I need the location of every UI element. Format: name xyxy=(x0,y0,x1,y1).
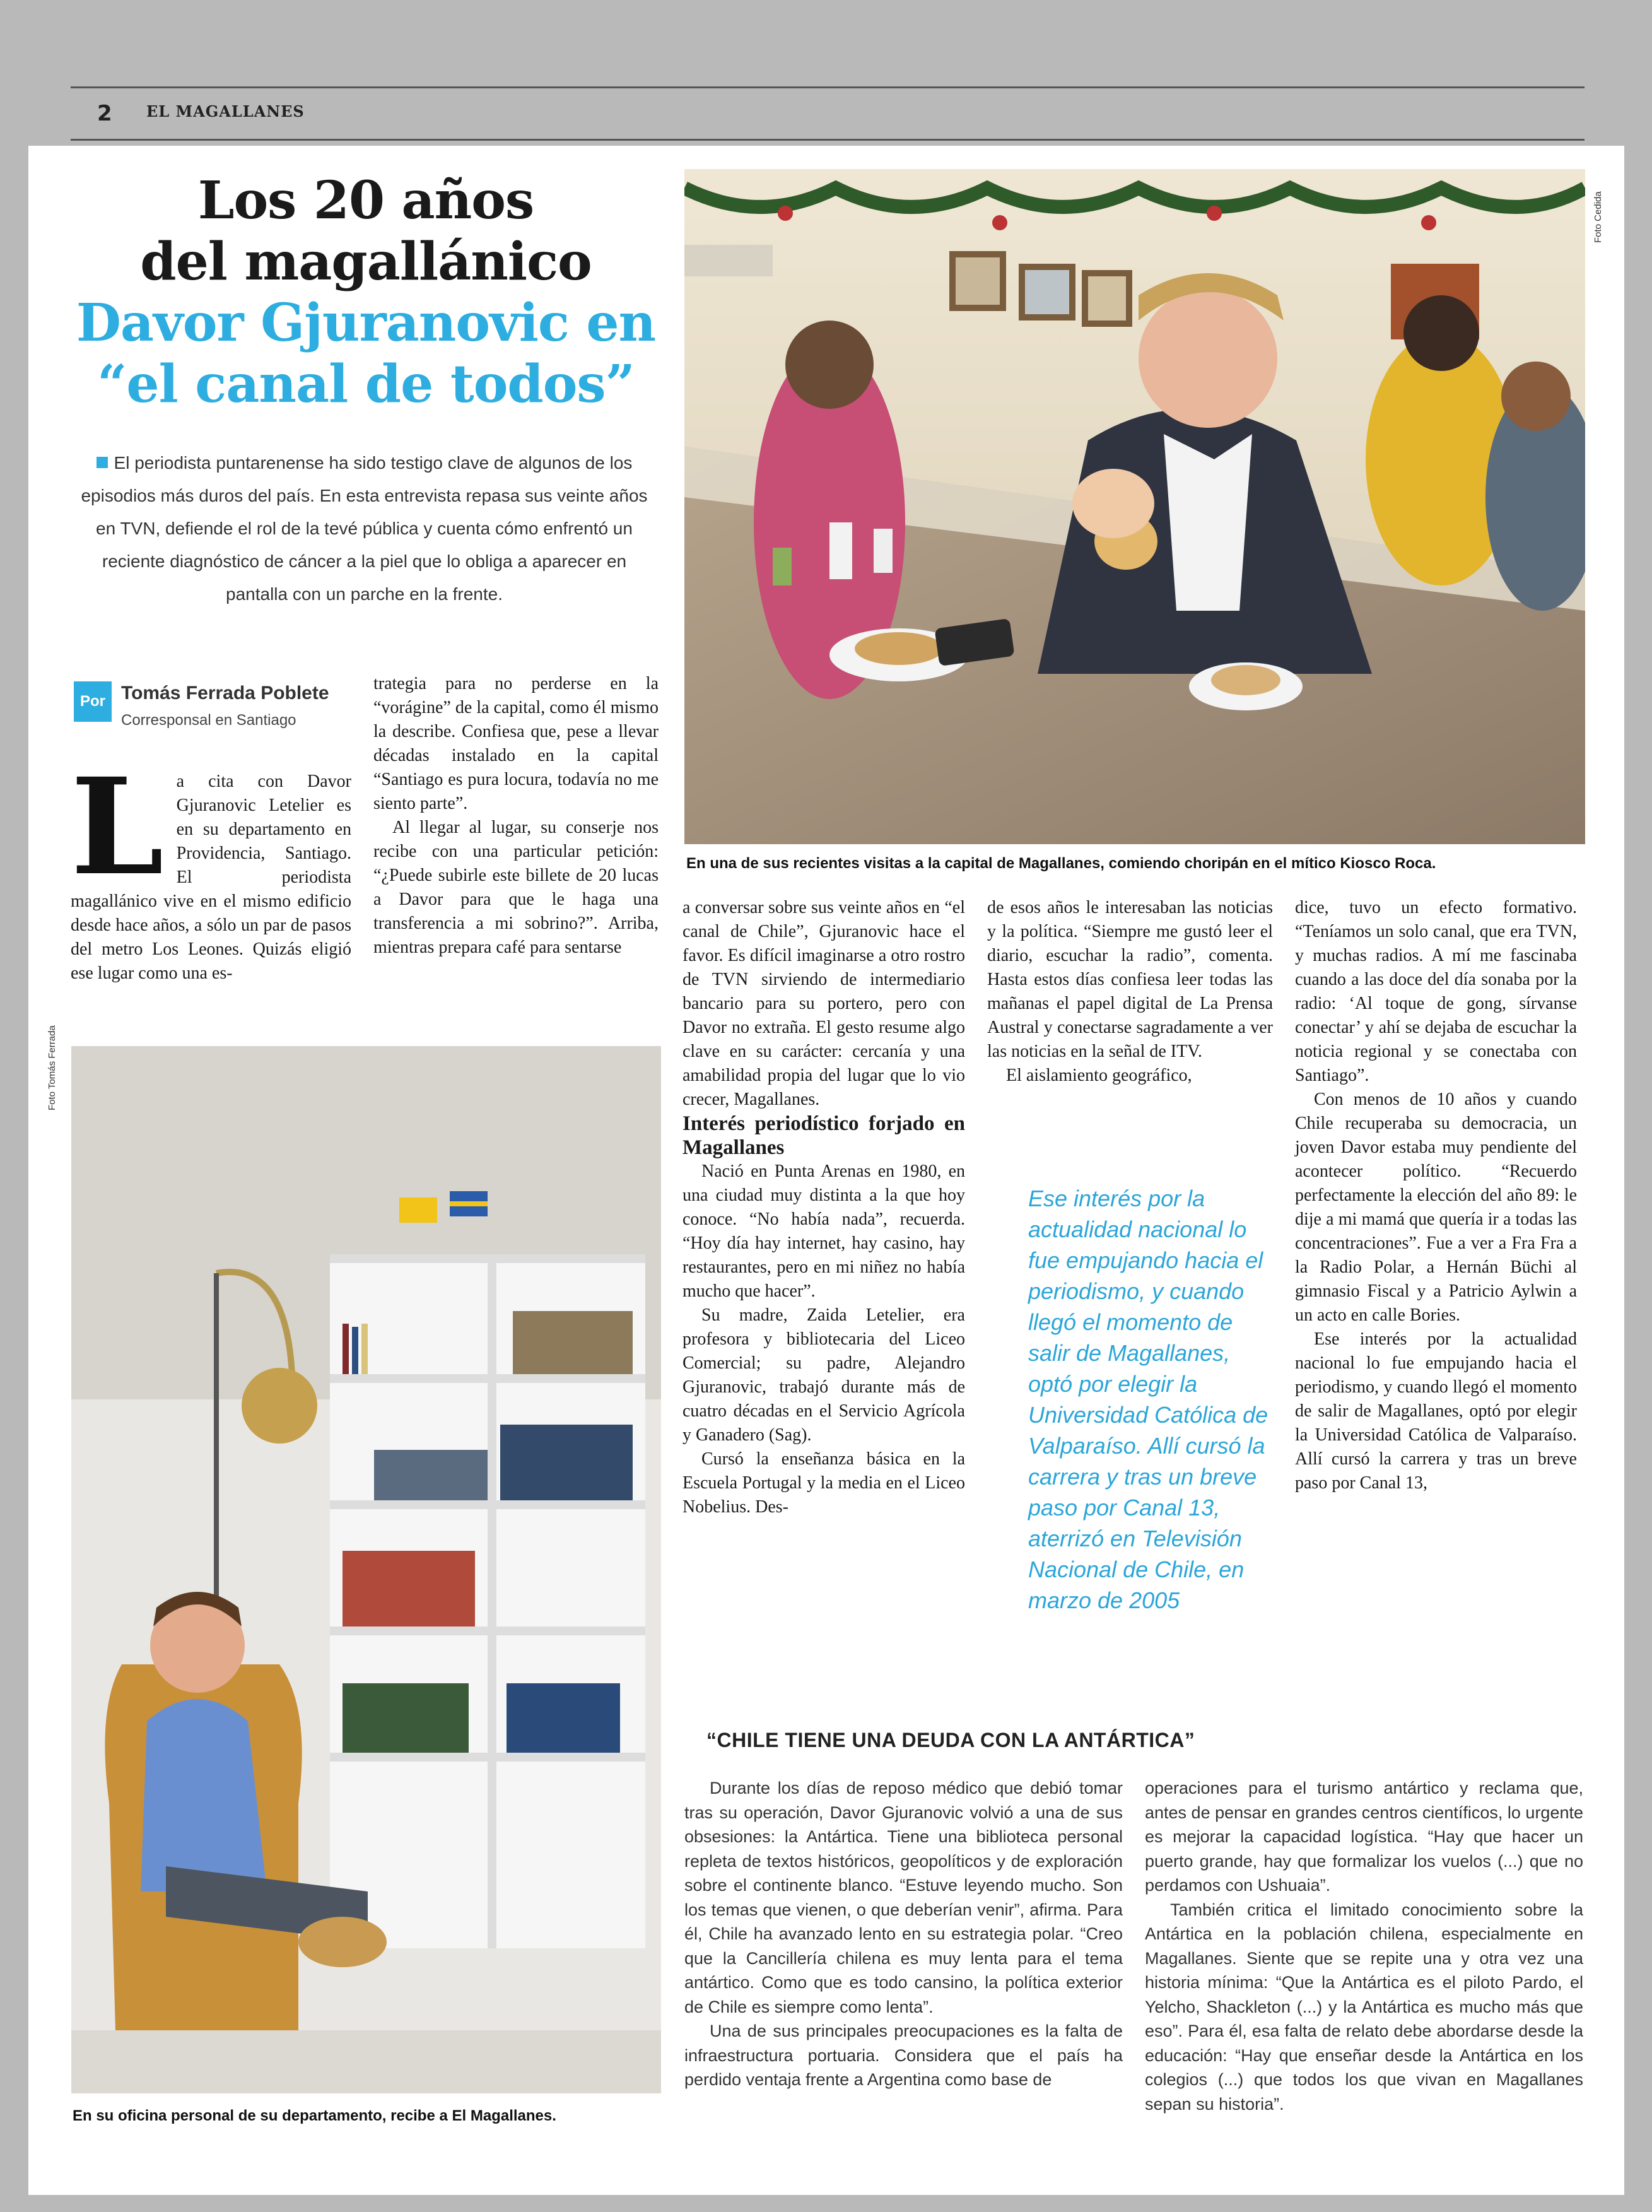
photo-kiosco-roca-caption: En una de sus recientes visitas a la capital de Magallanes, comiendo choripán en el mítico Kiosco Roca. xyxy=(686,855,1436,872)
lede-text: El periodista puntarenense ha sido testigo clave de algunos de los episodios más duros del país. En esta entrevista repasa sus veinte años en TVN, defiende el rol de la tevé pública y cuenta cómo enfrentó un reciente diagnóstico de cáncer a la piel que lo obliga a aparecer en pantalla con un parche en la frente. xyxy=(81,453,648,604)
col4-paragraph-2: El aislamiento geográfico, xyxy=(1006,1066,1192,1085)
page-number: 2 xyxy=(97,101,112,126)
header-rule-top xyxy=(71,86,1585,88)
lede xyxy=(69,447,659,611)
headline xyxy=(63,170,669,415)
col3-paragraph-1: a conversar sobre sus veinte años en “el canal de Chile”, Gjuranovic hace el favor. Es difícil imaginarse a otro rostro de TVN sirviendo de intermediario bancario para su portero, pero con Davor no extraña. El gesto resume algo clave en su carácter: cercanía y una amabilidad propia del lugar que lo vio crecer, Magallanes. xyxy=(682,898,965,1109)
photo-kiosco-roca-image xyxy=(684,169,1585,844)
article-column-1 xyxy=(71,749,351,985)
page-margin xyxy=(0,0,1652,143)
col2-paragraph-2: Al llegar al lugar, su conserje nos recibe con una particular petición: “¿Puede subirle este billete de 20 lucas a Davor para que le haga una transferencia a mi sobrino?”. Arriba, mientras prepara café para sentarse xyxy=(373,818,659,957)
photo-kiosco-roca xyxy=(684,169,1585,844)
publication-name: EL MAGALLANES xyxy=(146,102,305,121)
photo-office-image xyxy=(71,1046,661,2093)
drop-cap: L xyxy=(71,749,164,905)
box-column-right xyxy=(1145,1776,1583,2116)
col2-paragraph-1: trategia para no perderse en la “vorágine” de la capital, como él mismo la describe. Confiesa que, pese a llevar décadas instalado en la capital “Santiago es pura locura, todavía no me siento parte”. xyxy=(373,674,659,813)
pull-quote: Ese interés por la actualidad nacional lo fue empujando hacia el periodismo, y cuando llegó el momento de salir de Magallanes, optó por elegir la Universidad Católica de Valparaíso. Allí cursó la carrera y tras un breve paso por Canal 13, aterrizó en Televisión Nacional de Chile, en marzo de 2005 xyxy=(1028,1185,1268,1613)
box-right-paragraph-2: También critica el limitado conocimiento sobre la Antártica en la población chilena, especialmente en Magallanes. Siente que se repite una y otra vez una historia mínima: “Que la Antártica es el piloto Pardo, el Yelcho, Shackleton (...) y la Antártica es mucho más que eso”. Para él, esa falta de relato debe abordarse desde la educación: “Hay que enseñar desde la Antártica en los colegios (...) que todos los que vivan en Magallanes sepan su historia”. xyxy=(1145,1900,1583,2114)
box-column-left xyxy=(684,1776,1123,2092)
photo-kiosco-roca-credit: Foto Cedida xyxy=(1593,191,1603,243)
article-column-4 xyxy=(987,896,1273,1088)
lede-marker-icon xyxy=(97,457,108,468)
col3-paragraph-3: Su madre, Zaida Letelier, era profesora y bibliotecaria del Liceo Comercial; su padre, Alejandro Gjuranovic, trabajó durante más de cuatro décadas en el Servicio Agrícola y Ganadero (Sag). xyxy=(682,1305,965,1445)
byline-author: Tomás Ferrada Poblete xyxy=(121,683,329,703)
photo-office xyxy=(71,1046,661,2093)
headline-line-3: Davor Gjuranovic en xyxy=(76,293,656,353)
col3-paragraph-2: Nació en Punta Arenas en 1980, en una ciudad muy distinta a la que hoy conoce. “No había nada”, recuerda. “Hoy día hay internet, hay casino, hay restaurantes, pero en mi niñez no había mucho que hacer”. xyxy=(682,1162,965,1301)
box-left-paragraph-1: Durante los días de reposo médico que debió tomar tras su operación, Davor Gjuranovic volvió a una de sus obsesiones: la Antártica. Tiene una biblioteca personal repleta de textos históricos, geopolíticos y de exploración sobre el continente blanco. “Estuve leyendo mucho. Son los temas que vienen, o que deberían venir”, afirma. Para él, Chile ha avanzado lento en su estrategia polar. “Creo que la Cancillería chilena es muy lenta para el tema antártico. Como que es todo cansino, la política exterior de Chile es siempre como lenta”. xyxy=(684,1779,1123,2016)
col5-paragraph-3: Ese interés por la actualidad nacional lo fue empujando hacia el periodismo, y cuando llegó el momento de salir de Magallanes, optó por elegir la Universidad Católica de Valparaíso. Allí cursó la carrera y tras un breve paso por Canal 13, xyxy=(1295,1329,1577,1493)
byline-role: Corresponsal en Santiago xyxy=(121,712,296,729)
col3-paragraph-4: Cursó la enseñanza básica en la Escuela Portugal y la media en el Liceo Nobelius. Des- xyxy=(682,1449,965,1517)
box-left-paragraph-2: Una de sus principales preocupaciones es la falta de infraestructura portuaria. Considera que el país ha perdido ventaja frente a Argentina como base de xyxy=(684,2021,1123,2089)
section-subhead: Interés periodístico forjado en Magallanes xyxy=(682,1112,965,1159)
col5-paragraph-2: Con menos de 10 años y cuando Chile recuperaba su democracia, un joven Davor estaba muy pendiente del acontecer político. “Recuerdo perfectamente la elección del año 89: le dije a mi mamá que quería ir a todas las concentraciones”. Fue a ver a Fra Fra a la Radio Polar, a Hernán Büchi al gimnasio Fiscal y a Patricio Aylwin a un acto en calle Bories. xyxy=(1295,1090,1577,1325)
box-right-paragraph-1: operaciones para el turismo antártico y reclama que, antes de pensar en grandes centros científicos, lo urgente es mejorar la capacidad logística. “Hay que hacer un puerto grande, hay que formalizar los vuelos (...) que no perdamos con Ushuaia”. xyxy=(1145,1779,1583,1895)
col1-paragraph: a cita con Davor Gjuranovic Letelier es en su departamento en Providencia, Santiago. El periodista magallánico vive en el mismo edificio desde hace años, a sólo un par de pasos del metro Los Leones. Quizás eligió ese lugar como una es- xyxy=(71,772,351,983)
photo-office-credit: Foto Tomás Ferrada xyxy=(47,1025,57,1110)
byline-tag: Por xyxy=(74,681,112,722)
box-heading: “CHILE TIENE UNA DEUDA CON LA ANTÁRTICA” xyxy=(706,1729,1195,1751)
headline-line-4: “el canal de todos” xyxy=(97,354,635,415)
photo-office-caption: En su oficina personal de su departamento, recibe a El Magallanes. xyxy=(73,2107,556,2124)
col5-paragraph-1: dice, tuvo un efecto formativo. “Teníamos un solo canal, que era TVN, y muchas radios. A mí me fascinaba cuando a las doce del día sonaba por la radio: ‘Al toque de gong, sírvanse conectar’ y ahí se dejaba de escuchar la noticia regional y se conectaba con Santiago”. xyxy=(1295,898,1577,1085)
article-column-3 xyxy=(682,896,965,1519)
headline-line-1: Los 20 años xyxy=(197,170,534,231)
header-rule-bottom xyxy=(71,139,1585,141)
article-column-2 xyxy=(373,672,659,960)
article-column-5 xyxy=(1295,896,1577,1495)
col4-paragraph-1: de esos años le interesaban las noticias y la política. “Siempre me gustó leer el diario, escuchar la radio”, comenta. Hasta estos días confiesa leer todas las mañanas el papel digital de La Prensa Austral y conectarse sagradamente a ver las noticias en la señal de ITV. xyxy=(987,898,1273,1061)
headline-line-2: del magallánico xyxy=(140,232,592,292)
